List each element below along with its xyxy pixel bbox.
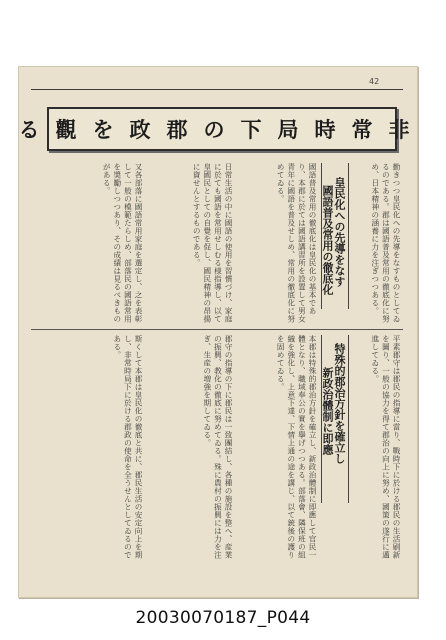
title-box xyxy=(18,107,426,151)
section-heading-2a: 特殊的郡治方針を確立し xyxy=(333,343,346,464)
text-column-lower-left-1: 郡守の指導の下に郡民は一致團結し、各種の施設を整へ、産業の振興、教化の徹底に努めてゐる。殊に農村の振興には力を注ぎ、生産の増強を期してゐる。 xyxy=(202,335,233,559)
document-page xyxy=(18,66,426,598)
page-title: 非常時局下の郡政を觀る xyxy=(18,117,426,142)
column-divider xyxy=(31,329,403,330)
section-heading-1a: 皇民化への先導をなす xyxy=(333,177,346,287)
text-column-upper-left-2: 又各部落に國語常用家庭を選定し、之を表彰して一般の模範たらしめ、部落民の國語常用を奬勵しつつあり、その成績は見るべきものがある。 xyxy=(102,163,143,323)
text-column-lower-left-2: 斯くして本郡は皇民化の徹底と共に、郡民生活の安定向上を期し、非常時局下に於ける郡政の使命を全うせんとしてゐるのである。 xyxy=(112,335,143,559)
archive-caption: 20030070187_P044 xyxy=(135,608,311,628)
text-column-upper-right: 勤きつつ皇民化への先導をなすものとしてゐるのである。郡は國語普及常用の徹底化に努め、日本精神の涵養に力を注ぎつつある。 xyxy=(370,163,401,323)
text-column-upper-left-1: 日常生活の中に國語の使用を習慣づけ、家庭に於ても國語を常用せしむる様指導し、以て皇國民としての自覺を促し、國民精神の昂揚に資せんとするものである。 xyxy=(192,163,233,323)
section-heading-1b: 國語普及常用の徹底化 xyxy=(321,185,334,295)
page-number: 42 xyxy=(369,77,380,86)
text-column-lower-right: 平素郡守は郡民の指導に當り、戰時下に於ける郡民の生活刷新を圖り、一般の協力を得て郡治の向上に努め、國策の遂行に邁進してゐる。 xyxy=(370,335,401,559)
header-rule xyxy=(31,89,403,90)
text-column-upper-mid: 國語普及常用の徹底化は皇民化の基本であり、本郡に於ては國語講習所を設置して男女青年に國語を普及せしめ、常用の徹底化に努めてゐる。 xyxy=(276,163,317,323)
text-column-lower-mid: 本郡は特殊的郡治方針を確立し、新政治體制に即應して官民一體となり、職域奉公の實を擧げつつある。部落會、隣保班の組織を強化し、上意下達、下情上通の途を講じ、以て銃後の護りを固めてゐる。 xyxy=(276,335,317,559)
section-heading-2b: 新政治體制に即應 xyxy=(321,367,334,455)
